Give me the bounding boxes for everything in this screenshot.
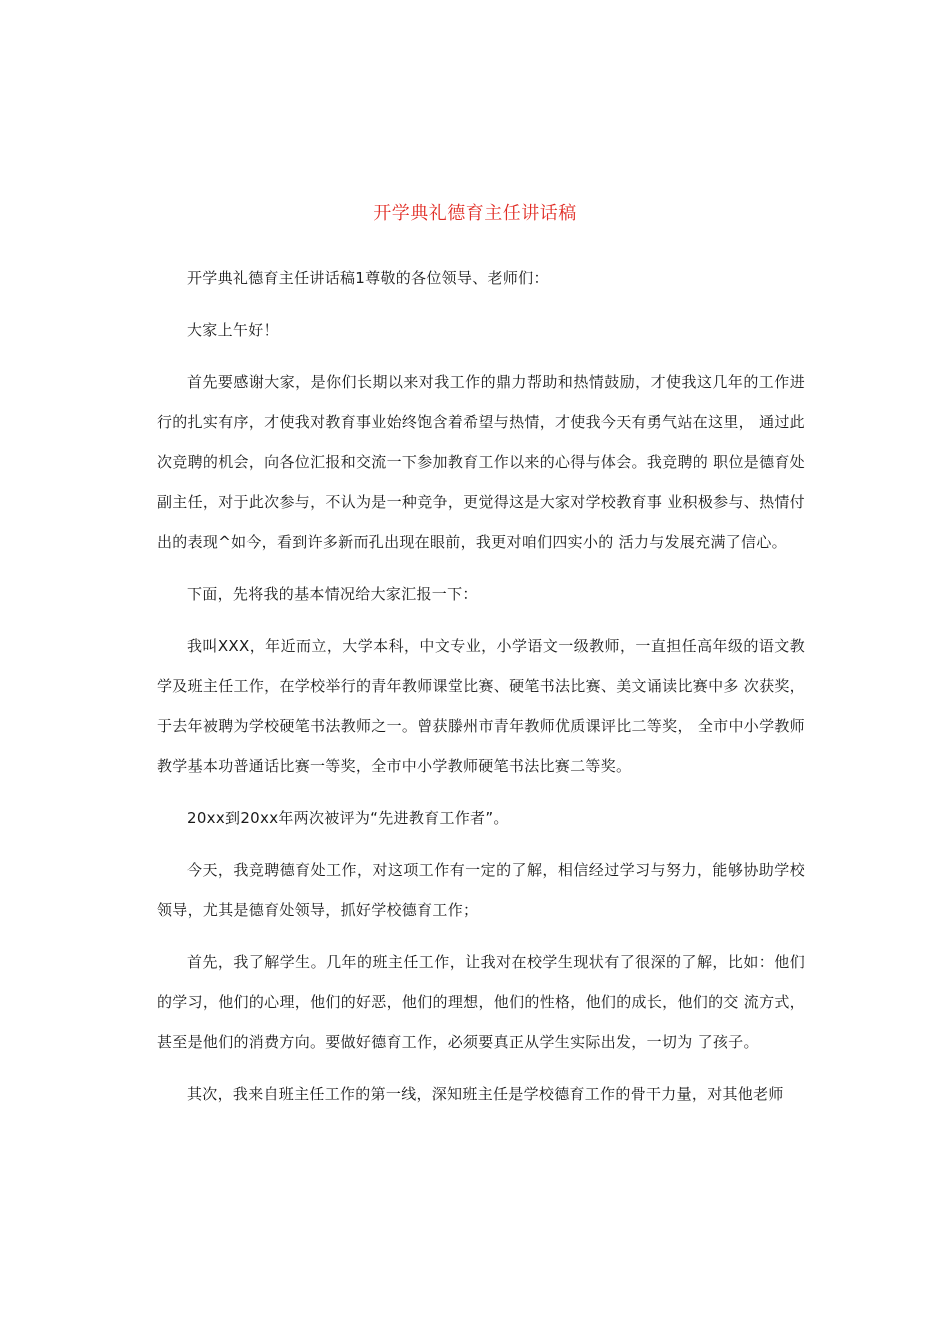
paragraph-first: 首先，我了解学生。几年的班主任工作，让我对在校学生现状有了很深的了解，比如：他们的学习，他们的心理，他们的好恶，他们的理想，他们的性格，他们的成长，他们的交 流方式，甚至是他们的消费方向。要做好德育工作，必须要真正从学生实际出发，一切为 了孩子。 — [157, 953, 805, 1051]
paragraph-second: 其次，我来自班主任工作的第一线，深知班主任是学校德育工作的骨干力量，对其他老师 — [187, 1085, 784, 1103]
paragraph-thanks: 首先要感谢大家，是你们长期以来对我工作的鼎力帮助和热情鼓励，才使我这几年的工作进行的扎实有序，才使我对教育事业始终饱含着希望与热情，才使我今天有勇气站在这里， 通过此次竞聘的机会，向各位汇报和交流一下参加教育工作以来的心得与体会。我竞聘的 职位是德育处副主任，对于此次参与，不认为是一种竞争，更觉得这是大家对学校教育事 业积极参与、热情付出的表现^如今，看到许多新而孔出现在眼前，我更对咱们四实小的 活力与发展充满了信心。 — [157, 373, 805, 551]
paragraph-greeting: 大家上午好！ — [187, 321, 279, 339]
document-body — [157, 258, 805, 1126]
paragraph-today: 今天，我竞聘德育处工作，对这项工作有一定的了解，相信经过学习与努力，能够协助学校领导，尤其是德育处领导，抓好学校德育工作； — [157, 861, 805, 919]
paragraph-salutation: 开学典礼德育主任讲话稿1尊敬的各位领导、老师们： — [187, 269, 549, 287]
paragraph-intro: 下面，先将我的基本情况给大家汇报一下： — [187, 585, 478, 603]
document-title: 开学典礼德育主任讲话稿 — [373, 203, 577, 224]
paragraph-award: 20xx到20xx年两次被评为“先进教育工作者”。 — [187, 809, 509, 827]
paragraph-background: 我叫XXX，年近而立，大学本科，中文专业，小学语文一级教师，一直担任高年级的语文教学及班主任工作，在学校举行的青年教师课堂比赛、硬笔书法比赛、美文诵读比赛中多 次获奖，于去年被聘为学校硬笔书法教师之一。曾获滕州市青年教师优质课评比二等奖， 全市中小学教师教学基本功普通话比赛一等奖，全市中小学教师硬笔书法比赛二等奖。 — [157, 637, 805, 775]
